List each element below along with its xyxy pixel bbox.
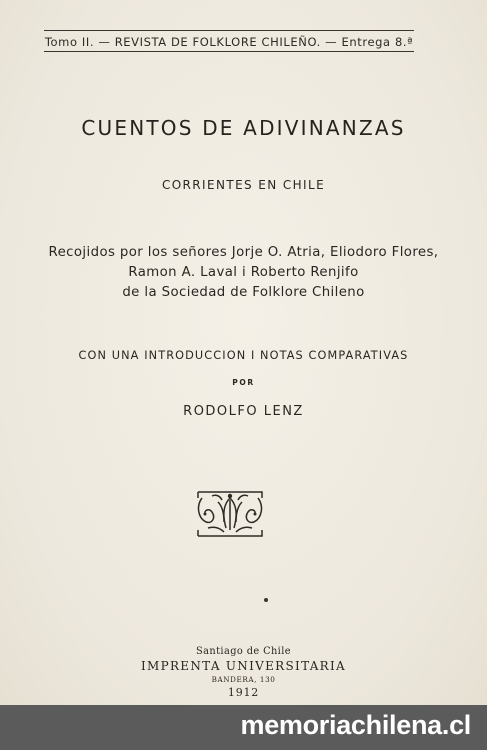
by-label: POR xyxy=(232,378,255,387)
header-rule-top xyxy=(44,30,414,31)
collectors-line-3: de la Sociedad de Folklore Chileno xyxy=(122,285,365,300)
header-rule-bottom xyxy=(44,51,414,52)
collectors-block xyxy=(0,243,487,303)
imprint-city: Santiago de Chile xyxy=(196,646,291,657)
collectors-line-1: Recojidos por los señores Jorje O. Atria, Eliodoro Flores, xyxy=(48,245,439,260)
ink-dot xyxy=(264,598,268,602)
page-title: CUENTOS DE ADIVINANZAS xyxy=(81,116,406,140)
imprint-press: IMPRENTA UNIVERSITARIA xyxy=(140,659,347,673)
footer-bar xyxy=(0,705,487,750)
watermark-logo: memoriachilena.cl xyxy=(240,710,471,740)
author-name: RODOLFO LENZ xyxy=(183,404,304,419)
art-nouveau-ornament-icon xyxy=(194,488,266,540)
running-header: Tomo II. — REVISTA DE FOLKLORE CHILEÑO. — Entrega 8.ª xyxy=(44,35,414,49)
collectors-line-2: Ramon A. Laval i Roberto Renjifo xyxy=(128,265,359,280)
imprint-year: 1912 xyxy=(227,686,260,699)
page-subtitle: CORRIENTES EN CHILE xyxy=(161,178,326,192)
imprint-street: BANDERA, 130 xyxy=(211,675,276,684)
introduction-note: CON UNA INTRODUCCION I NOTAS COMPARATIVAS xyxy=(78,349,409,362)
